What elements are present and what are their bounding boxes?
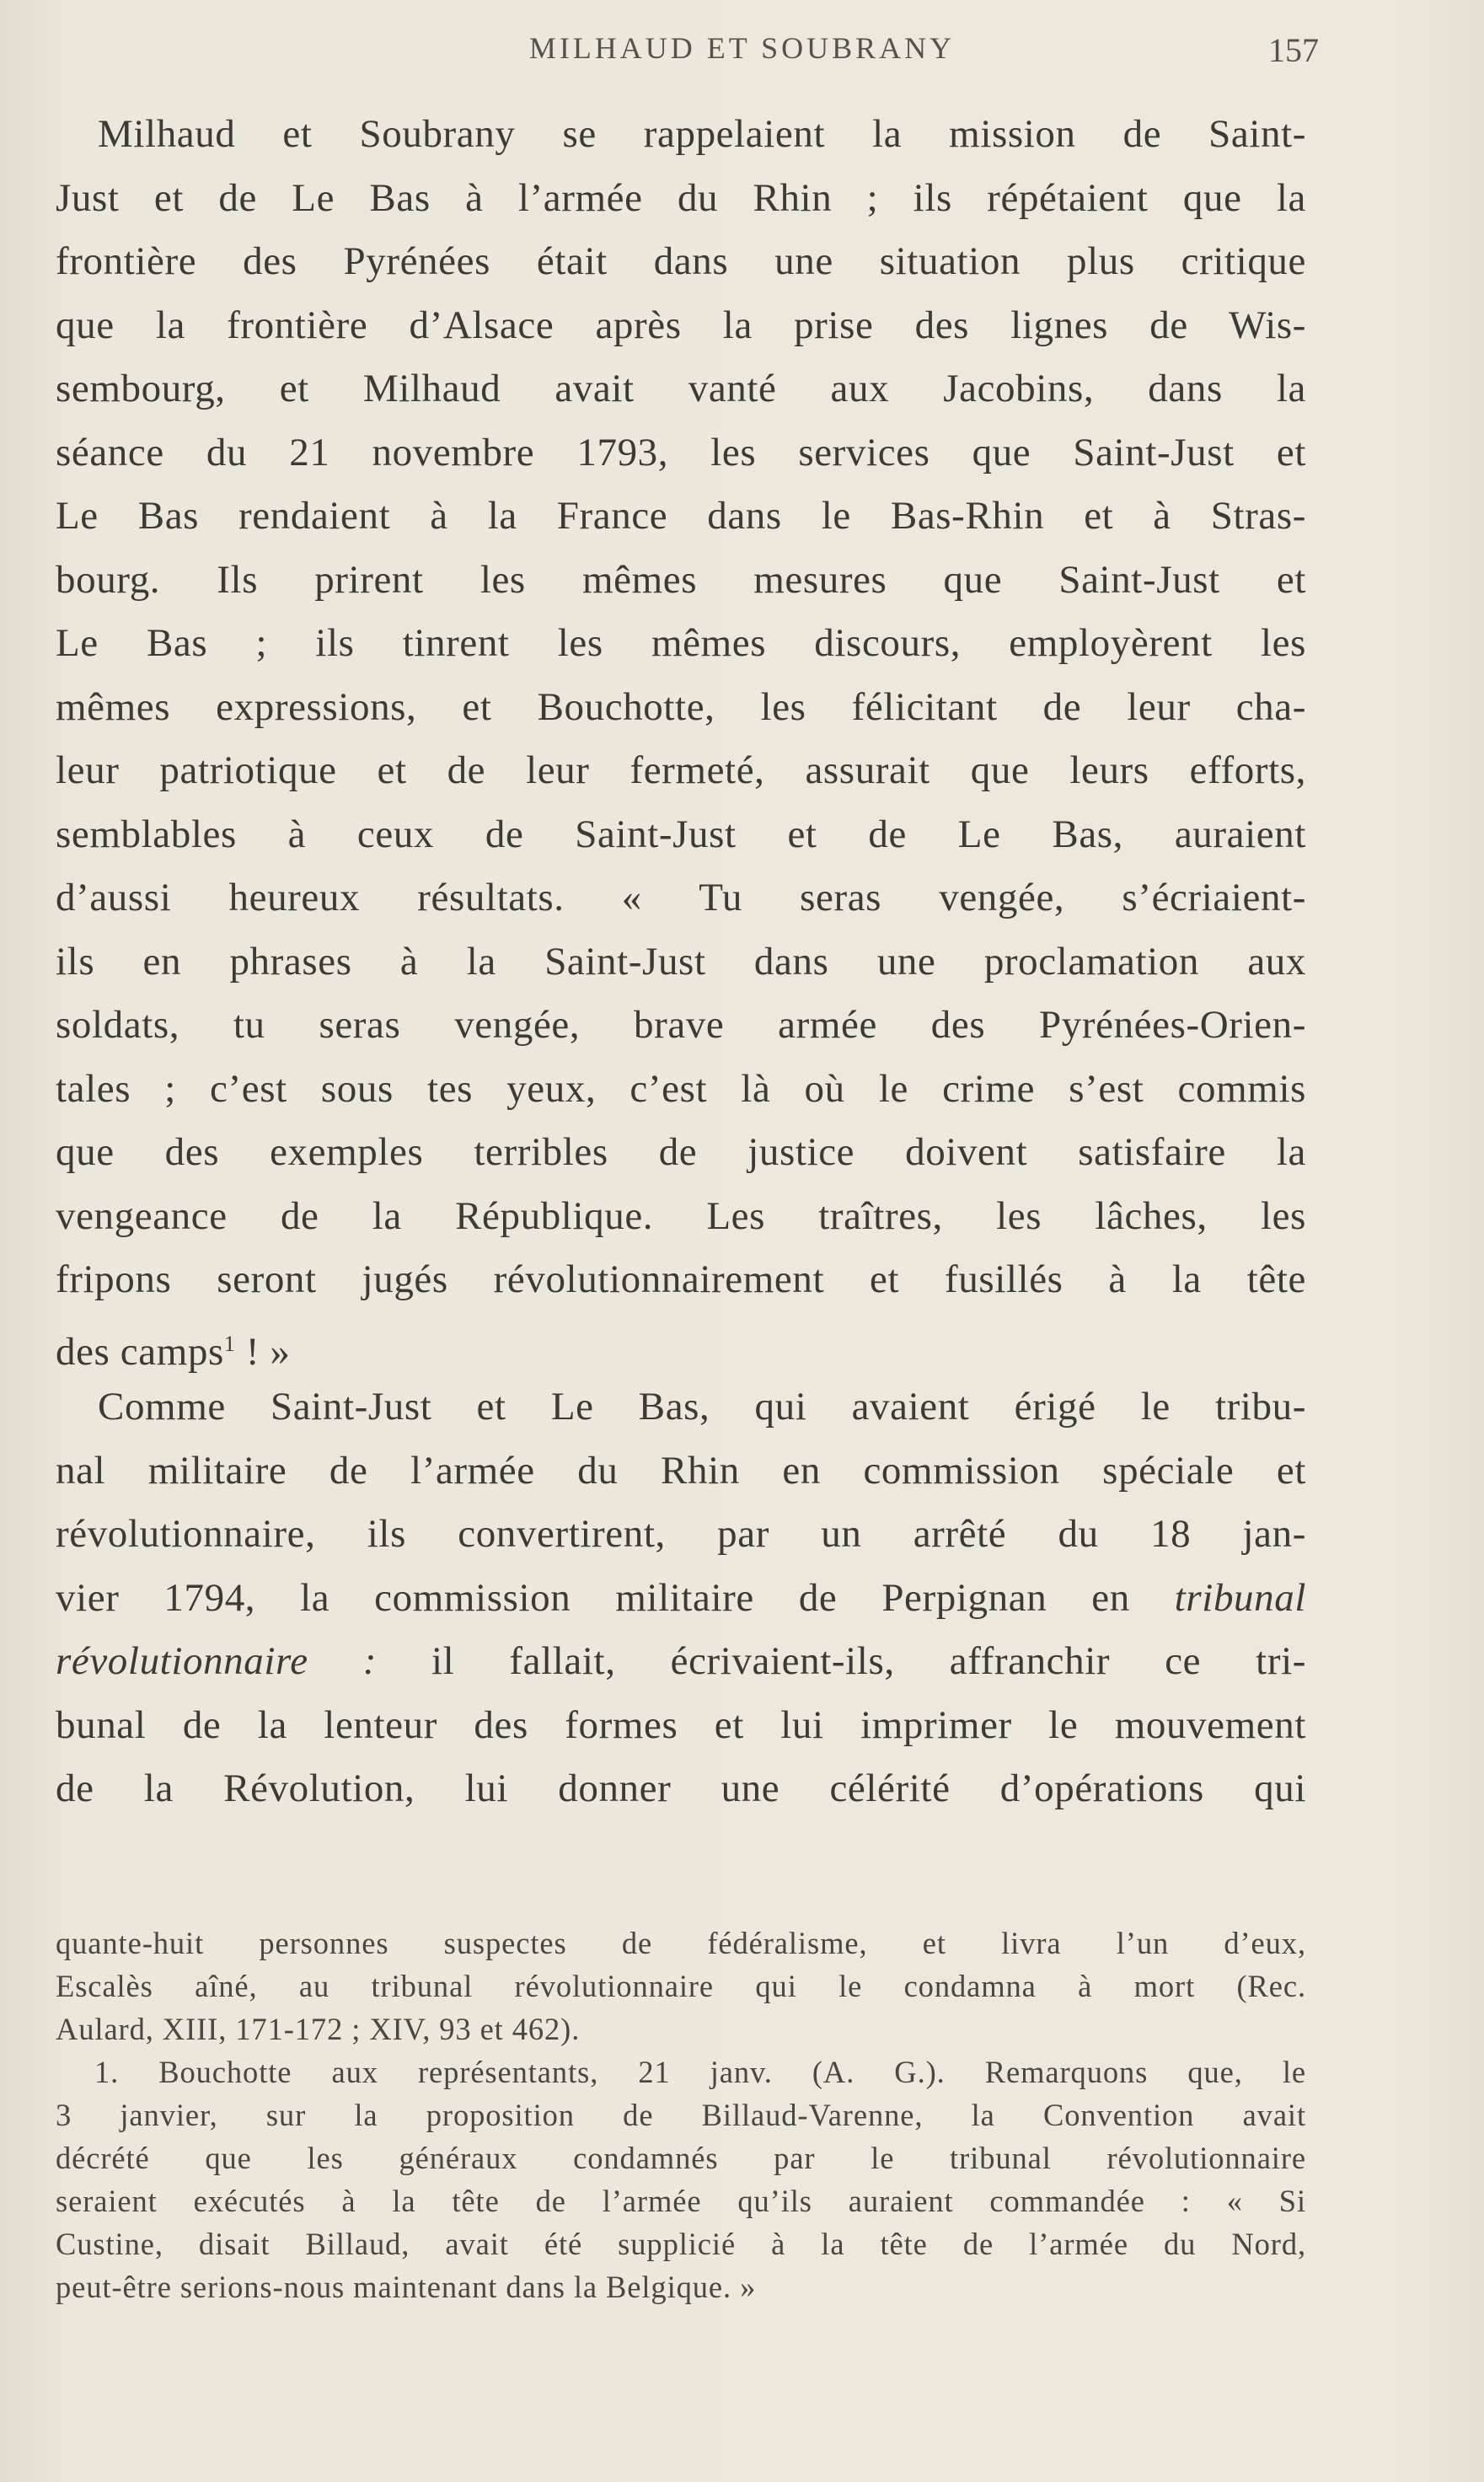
footnote-line: seraient exécutés à la tête de l’armée qu’ils auraient commandée : « Si — [56, 2184, 1306, 2218]
running-head: MILHAUD ET SOUBRANY — [528, 31, 956, 65]
text-line: de la Révolution, lui donner une célérité d’opérations qui — [56, 1766, 1306, 1810]
footnotes — [56, 1922, 1306, 2308]
text-line: ils en phrases à la Saint-Just dans une proclamation aux — [56, 939, 1306, 984]
text-span: ! » — [235, 1329, 291, 1374]
text-line: Le Bas rendaient à la France dans le Bas-Rhin et à Stras- — [56, 494, 1306, 538]
main-text — [56, 103, 1306, 1821]
text-line — [56, 1567, 1306, 1631]
text-line: Le Bas ; ils tinrent les mêmes discours, employèrent les — [56, 621, 1306, 665]
text-line — [56, 1630, 1306, 1694]
footnote-line: 3 janvier, sur la proposition de Billaud-Varenne, la Convention avait — [56, 2098, 1306, 2132]
footnote-line: quante-huit personnes suspectes de fédéralisme, et livra l’un d’eux, — [56, 1926, 1306, 1960]
text-line: Milhaud et Soubrany se rappelaient la mission de Saint- — [98, 112, 1306, 156]
italic-term: tribunal — [1174, 1575, 1306, 1620]
text-line: révolutionnaire, ils convertirent, par un arrêté du 18 jan- — [56, 1512, 1306, 1556]
text-line: vengeance de la République. Les traîtres, les lâches, les — [56, 1193, 1306, 1238]
text-line: bourg. Ils prirent les mêmes mesures que Saint-Just et — [56, 557, 1306, 602]
text-line: frontière des Pyrénées était dans une situation plus critique — [56, 239, 1306, 283]
footnote-reference[interactable]: 1 — [223, 1331, 236, 1356]
footnote-line: 1. Bouchotte aux représentants, 21 janv. (A. G.). Remarquons que, le — [94, 2055, 1306, 2089]
text-line: bunal de la lenteur des formes et lui imprimer le mouvement — [56, 1702, 1306, 1747]
text-line: nal militaire de l’armée du Rhin en commission spéciale et — [56, 1448, 1306, 1493]
text-line: Comme Saint-Just et Le Bas, qui avaient érigé le tribu- — [98, 1385, 1306, 1429]
text-span: des camps — [56, 1329, 224, 1374]
footnote-line: Escalès aîné, au tribunal révolutionnaire qui le condamna à mort (Rec. — [56, 1969, 1306, 2003]
text-span: vier 1794, la commission militaire de Perpignan en — [56, 1575, 1175, 1620]
text-line — [56, 1312, 1306, 1376]
text-line: tales ; c’est sous tes yeux, c’est là où le crime s’est commis — [56, 1066, 1306, 1111]
page-header — [0, 30, 1484, 72]
text-line: mêmes expressions, et Bouchotte, les félicitant de leur cha- — [56, 684, 1306, 729]
footnote-line: Aulard, XIII, 171-172 ; XIV, 93 et 462). — [56, 2012, 581, 2046]
text-line: que la frontière d’Alsace après la prise des lignes de Wis- — [56, 303, 1306, 347]
footnote-line: peut-être serions-nous maintenant dans la Belgique. » — [56, 2270, 757, 2304]
text-span: il fallait, écrivaient-ils, affranchir ce tri- — [376, 1639, 1306, 1683]
text-line: semblables à ceux de Saint-Just et de Le Bas, auraient — [56, 812, 1306, 856]
footnote-line: décrété que les généraux condamnés par le tribunal révolutionnaire — [56, 2141, 1306, 2175]
text-line: leur patriotique et de leur fermeté, assurait que leurs efforts, — [56, 748, 1306, 792]
page-number: 157 — [1268, 31, 1319, 69]
text-line: Just et de Le Bas à l’armée du Rhin ; ils répétaient que la — [56, 175, 1306, 220]
text-line: soldats, tu seras vengée, brave armée des Pyrénées-Orien- — [56, 1003, 1306, 1047]
italic-term: révolutionnaire : — [56, 1639, 377, 1683]
text-line: séance du 21 novembre 1793, les services que Saint-Just et — [56, 430, 1306, 474]
text-line: fripons seront jugés révolutionnairement et fusillés à la tête — [56, 1257, 1306, 1301]
text-line: sembourg, et Milhaud avait vanté aux Jacobins, dans la — [56, 367, 1306, 410]
text-line: que des exemples terribles de justice doivent satisfaire la — [56, 1130, 1306, 1174]
footnote-line: Custine, disait Billaud, avait été supplicié à la tête de l’armée du Nord, — [56, 2227, 1306, 2261]
text-line: d’aussi heureux résultats. « Tu seras vengée, s’écriaient- — [56, 876, 1306, 919]
